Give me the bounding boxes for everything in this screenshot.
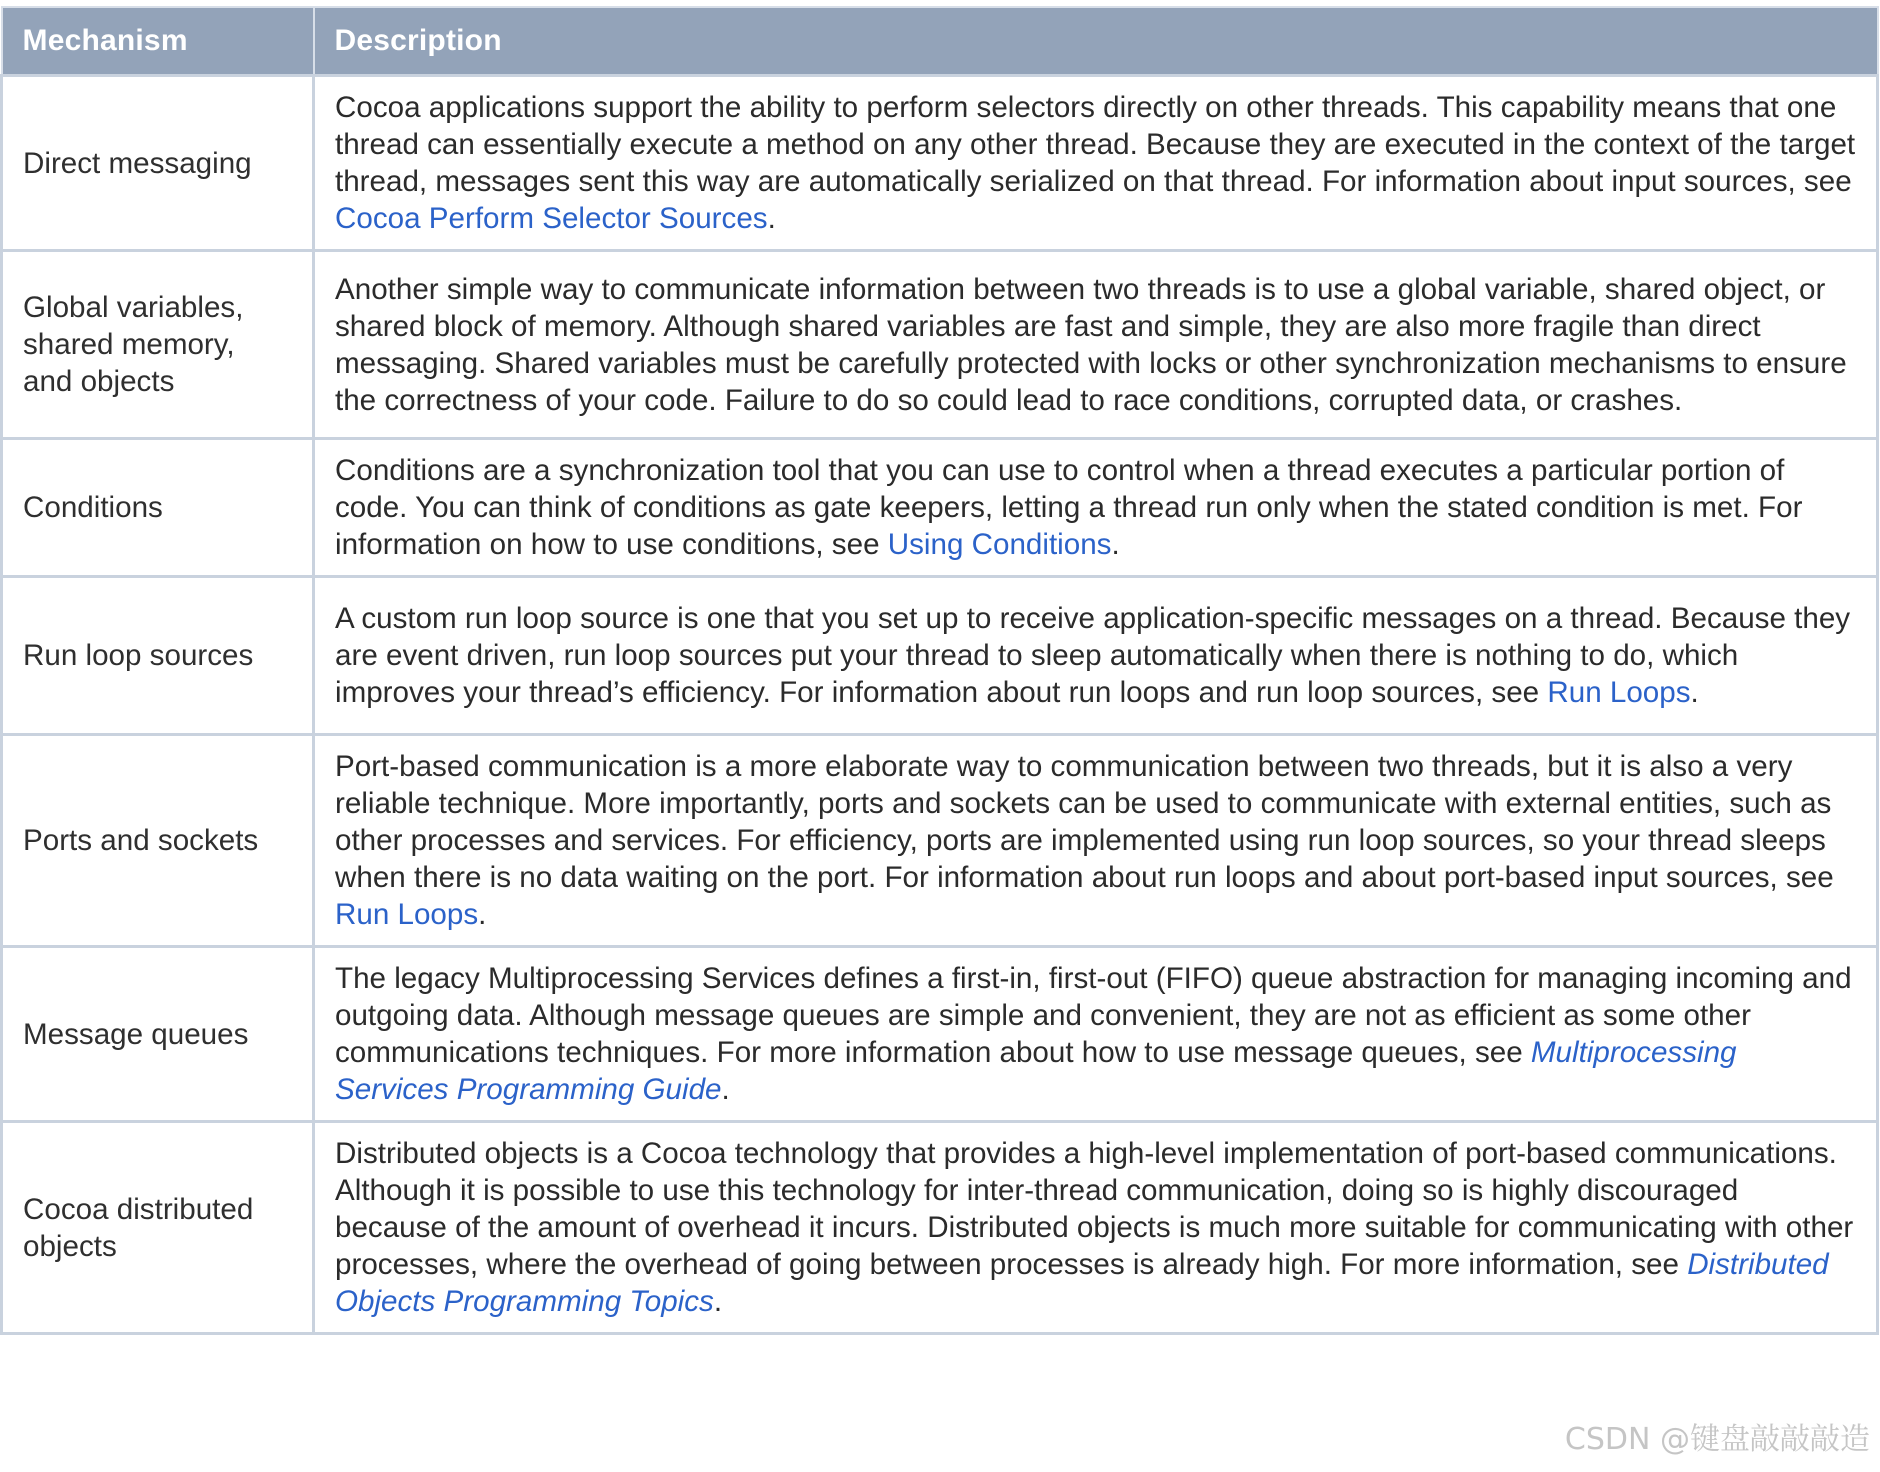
doc-link[interactable]: Cocoa Perform Selector Sources bbox=[335, 202, 768, 235]
description-text: A custom run loop source is one that you set up to receive application-specific messages on a thread. Because they are event driven, run loop sources put your thread to sleep automatically when there is nothing to do, which improves your thread’s efficiency. For information about run loops and run loop sources, see bbox=[335, 602, 1851, 709]
mechanism-cell: Run loop sources bbox=[2, 577, 314, 735]
header-description: Description bbox=[314, 7, 1878, 76]
description-end: . bbox=[713, 1285, 723, 1318]
table-row bbox=[2, 735, 1878, 947]
table-row bbox=[2, 1122, 1878, 1334]
table-row bbox=[2, 439, 1878, 577]
mechanism-table bbox=[0, 6, 1879, 1335]
description-cell bbox=[314, 251, 1878, 439]
description-cell bbox=[314, 947, 1878, 1122]
description-cell bbox=[314, 577, 1878, 735]
description-text: Another simple way to communicate information between two threads is to use a global variable, shared object, or shared block of memory. Although shared variables are fast and simple, they are also more fragile than direct messaging. Shared variables must be carefully protected with locks or other synchronization mechanisms to ensure the correctness of your code. Failure to do so could lead to race conditions, corrupted data, or crashes. bbox=[335, 272, 1847, 417]
table-row bbox=[2, 251, 1878, 439]
watermark: CSDN @键盘敲敲敲造 bbox=[1564, 1422, 1870, 1457]
description-text: The legacy Multiprocessing Services defines a first-in, first-out (FIFO) queue abstraction for managing incoming and outgoing data. Although message queues are simple and convenient, they are not as efficient as some other communications techniques. For more information about how to use message queues, see bbox=[335, 962, 1852, 1069]
description-text: Port-based communication is a more elaborate way to communication between two threads, but it is also a very reliable technique. More importantly, ports and sockets can be used to communicate with external entities, such as other processes and services. For efficiency, ports are implemented using run loop sources, so your thread sleeps when there is no data waiting on the port. For information about run loops and about port-based input sources, see bbox=[335, 750, 1834, 894]
table-row bbox=[2, 947, 1878, 1122]
description-end: . bbox=[1690, 676, 1699, 709]
mechanism-cell: Conditions bbox=[2, 439, 314, 577]
mechanism-cell: Ports and sockets bbox=[2, 735, 314, 947]
doc-link[interactable]: Distributed Objects Programming Topics bbox=[335, 1248, 1829, 1318]
header-mechanism: Mechanism bbox=[2, 7, 314, 76]
mechanism-cell: Direct messaging bbox=[2, 76, 314, 251]
description-end: . bbox=[721, 1073, 730, 1106]
mechanism-cell: Global variables, shared memory, and objects bbox=[2, 251, 314, 439]
description-cell bbox=[314, 76, 1878, 251]
mechanism-cell: Message queues bbox=[2, 947, 314, 1122]
doc-link[interactable]: Run Loops bbox=[335, 898, 479, 931]
description-cell bbox=[314, 1122, 1878, 1334]
document bbox=[0, 6, 1876, 1335]
description-cell bbox=[314, 439, 1878, 577]
doc-link[interactable]: Run Loops bbox=[1547, 676, 1691, 709]
doc-link[interactable]: Multiprocessing Services Programming Guide bbox=[335, 1036, 1737, 1106]
table-row bbox=[2, 577, 1878, 735]
description-text: Distributed objects is a Cocoa technology that provides a high-level implementation of port-based communications. Although it is possible to use this technology for inter-thread communication, doing so is highly discouraged because of the amount of overhead it incurs. Distributed objects is much more suitable for communicating with other processes, where the overhead of going between processes is already high. For more information, see bbox=[335, 1137, 1854, 1281]
doc-link[interactable]: Using Conditions bbox=[887, 528, 1112, 561]
table-header-row bbox=[2, 7, 1878, 76]
table-row bbox=[2, 76, 1878, 251]
description-end: . bbox=[1111, 528, 1120, 561]
description-text: Cocoa applications support the ability to perform selectors directly on other threads. This capability means that one thread can essentially execute a method on any other thread. Because they are executed in the context of the target thread, messages sent this way are automatically serialized on that thread. For information about input sources, see bbox=[335, 91, 1856, 198]
description-end: . bbox=[767, 202, 776, 235]
description-end: . bbox=[478, 898, 487, 931]
description-text: Conditions are a synchronization tool that you can use to control when a thread executes a particular portion of code. You can think of conditions as gate keepers, letting a thread run only when the stated condition is met. For information on how to use conditions, see bbox=[335, 454, 1803, 561]
mechanism-cell: Cocoa distributed objects bbox=[2, 1122, 314, 1334]
description-cell bbox=[314, 735, 1878, 947]
